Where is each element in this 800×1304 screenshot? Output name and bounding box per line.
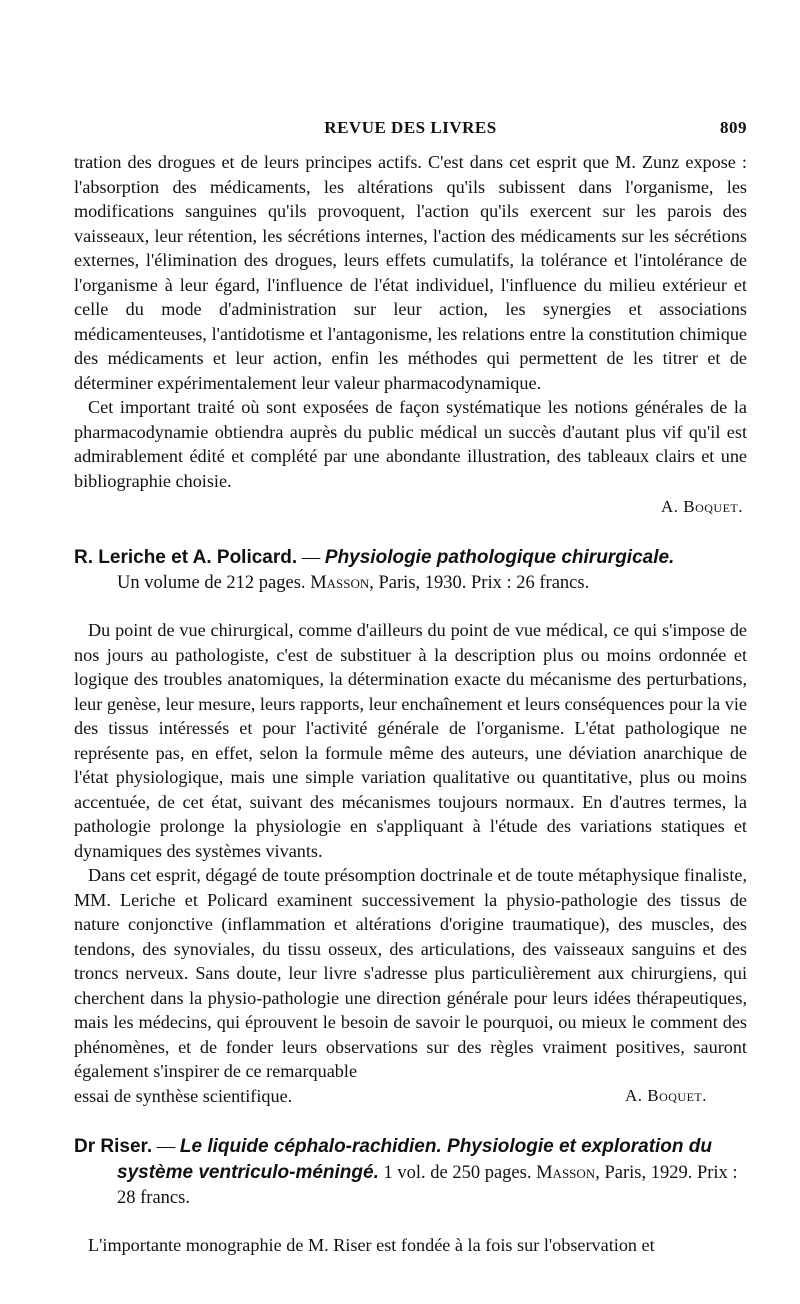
- review3-author-title: Dr: [74, 1136, 96, 1157]
- review1-paragraph-2: Cet important traité où sont exposées de façon systématique les notions générales de la pharmacodynamie obtiendra auprès du public médical un succès d'autant plus vif qu'il est admirablement édité et complété par une abondante illustration, des tableaux clairs et une bibliographie choisie.: [74, 397, 747, 491]
- review2-publication-prefix: Un volume de 212 pages.: [117, 573, 306, 593]
- review1-paragraph-1: tration des drogues et de leurs principes actifs. C'est dans cet esprit que M. Zunz expose : l'absorption des médicaments, les altérations qu'ils subissent dans l'organisme, les modifications sanguines qu'ils provoquent, l'action qu'ils exercent sur les parois des vaisseaux, leur rétention, les sécrétions internes, l'action des médicaments sur les sécrétions externes, l'élimination des drogues, leurs effets cumulatifs, la tolérance et l'intolérance de l'organisme à leur égard, l'influence de l'état individuel, l'influence du milieu extérieur et celle du mode d'administration sur leur action, les synergies et associations médicamenteuses, l'antidotisme et l'antagonisme, les relations entre la constitution chimique des médicaments et leur action, enfin les méthodes qui permettent de les titrer et de déterminer expérimentalement leur valeur pharmacodynamique.: [74, 152, 747, 393]
- review2-closing-line: [74, 1084, 747, 1109]
- review2-publication: [74, 571, 747, 596]
- review2-last-line: essai de synthèse scientifique.: [74, 1085, 293, 1106]
- review3-publisher: Masson: [536, 1163, 596, 1183]
- review2-publication-suffix: , Paris, 1930. Prix : 26 francs.: [369, 573, 590, 593]
- review-riser: [74, 1134, 747, 1258]
- review2-publisher: Masson: [310, 573, 370, 593]
- review2-paragraph-1: Du point de vue chirurgical, comme d'ailleurs du point de vue médical, ce qui s'impose de nos jours au pathologiste, c'est de substituer à la description plus ou moins ordonnée et logique des troubles anatomiques, la détermination exacte du mécanisme des perturbations, leur genèse, leur mesure, leurs rapports, leur enchaînement et leurs conséquences pour la vie des tissus intéressés et pour l'activité générale de l'organisme. L'état pathologique ne représente pas, en effet, selon la formule même des auteurs, une déviation anarchique de l'état physiologique, mais une simple variation qualitative ou quantitative, plus ou moins accentuée, de cet état, suivant des mécanismes toujours normaux. En d'autres termes, la pathologie prolonge la physiologie en s'appliquant à l'étude des variations statiques et dynamiques des systèmes vivants.: [74, 620, 747, 861]
- page-number: 809: [720, 118, 747, 137]
- review1-signature: A. Boquet.: [660, 497, 743, 516]
- review-leriche-policard: [74, 545, 747, 1108]
- review3-publication-prefix: 1 vol. de 250 pages.: [383, 1163, 532, 1183]
- review2-authors: R. Leriche et A. Policard.: [74, 547, 298, 568]
- review2-signature: A. Boquet.: [624, 1085, 707, 1105]
- review2-heading: [74, 545, 747, 596]
- running-head: [74, 118, 747, 150]
- page: [74, 118, 747, 1258]
- review3-publication-suffix: , Paris, 1929. Prix : 28 francs.: [117, 1163, 738, 1208]
- review3-dash: —: [156, 1137, 176, 1157]
- review3-paragraph-1: L'importante monographie de M. Riser est fondée à la fois sur l'observation et: [88, 1235, 655, 1255]
- review2-paragraph-2: Dans cet esprit, dégagé de toute présomption doctrinale et de toute métaphysique finaliste, MM. Leriche et Policard examinent successivement la physio-pathologie des tissus de nature conjonctive (inflammation et altérations d'origine traumatique), des muscles, des tendons, des synoviales, du tissu osseux, des articulations, des vaisseaux sanguins et des troncs nerveux. Sans doute, leur livre s'adresse plus particulièrement aux chirurgiens, qui cherchent dans la physio-pathologie une direction générale pour leurs idées thérapeutiques, mais les médecins, qui éprouvent le besoin de savoir le pourquoi, ou mieux le comment des phénomènes, et de fonder leurs observations sur des règles vraiment positives, sauront également s'inspirer de ce remarquable: [74, 865, 747, 1081]
- review3-author-name: Riser.: [100, 1136, 153, 1157]
- review2-dash: —: [301, 548, 321, 568]
- review3-author: [74, 1136, 152, 1157]
- review-zunz: [74, 150, 747, 519]
- review2-title: Physiologie pathologique chirurgicale.: [324, 547, 675, 568]
- running-head-title: REVUE DES LIVRES: [324, 118, 497, 137]
- review3-title: Le liquide céphalo-rachidien. Physiologie et exploration du système ventriculo-méningé.: [117, 1136, 713, 1183]
- review3-heading: [74, 1134, 747, 1211]
